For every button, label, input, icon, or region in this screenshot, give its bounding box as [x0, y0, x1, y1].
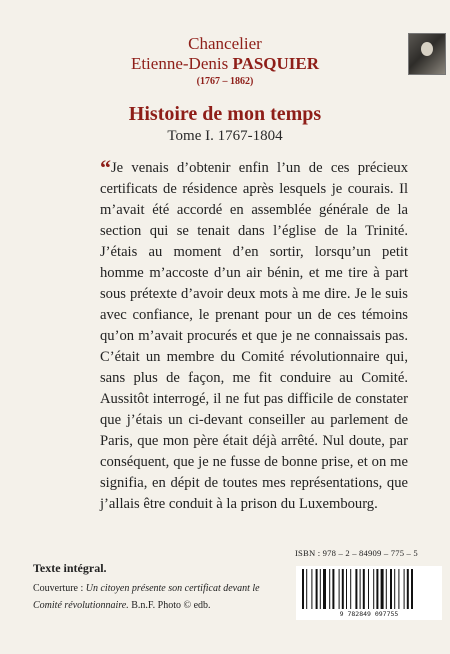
excerpt-quote — [100, 155, 408, 515]
barcode-digits: 9 782849 097755 — [339, 610, 399, 618]
barcode-icon — [300, 569, 438, 609]
author-title: Chancelier — [188, 34, 262, 53]
isbn-label: ISBN : 978 – 2 – 84909 – 775 – 5 — [295, 548, 418, 558]
cover-credit — [33, 580, 288, 614]
integral-text-note: Texte intégral. — [33, 561, 107, 575]
cover-label: Couverture : — [33, 583, 86, 594]
author-surname: PASQUIER — [232, 54, 320, 73]
author-dates: (1767 – 1862) — [196, 76, 254, 87]
book-title: Histoire de mon temps — [128, 103, 322, 125]
author-name — [0, 54, 450, 74]
barcode — [296, 566, 442, 620]
book-tome: Tome I. 1767-1804 — [167, 128, 283, 144]
cover-caption: Un citoyen présente son certificat devant le Comité révolutionnaire. — [33, 583, 260, 611]
excerpt-text: Je venais d’obtenir enfin l’un de ces précieux certificats de résidence après lesquels je courais. Il m’avait été accordé en assemblée générale de la section qui se tenait dans l’église de la Trinité. J’étais au moment d’en sortir, lorsqu’un petit homme m’accoste d’un air bénin, et me tire à part sous prétexte d’avoir deux mots à me dire. Je le suis avec confiance, le prenant pour un de ces témoins qu’on m’avait procurés et que je ne connaissais pas. C’était un membre du Comité révolutionnaire qui, sans plus de façon, me fit conduire au Comité. Aussitôt interrogé, il ne fut pas difficile de constater que j’étais un ci-devant conseiller au parlement de Paris, que mon père était déjà arrêté. Nul doute, par conséquent, que je ne fusse de bonne prise, et on me signifia, en dépit de toutes mes représentations, que j’allais être conduit à la prison du Luxembourg. — [100, 160, 408, 512]
open-quote-mark: “ — [100, 155, 111, 180]
author-given-names: Etienne-Denis — [130, 54, 229, 73]
photo-credit: B.n.F. Photo © edb. — [128, 600, 211, 611]
